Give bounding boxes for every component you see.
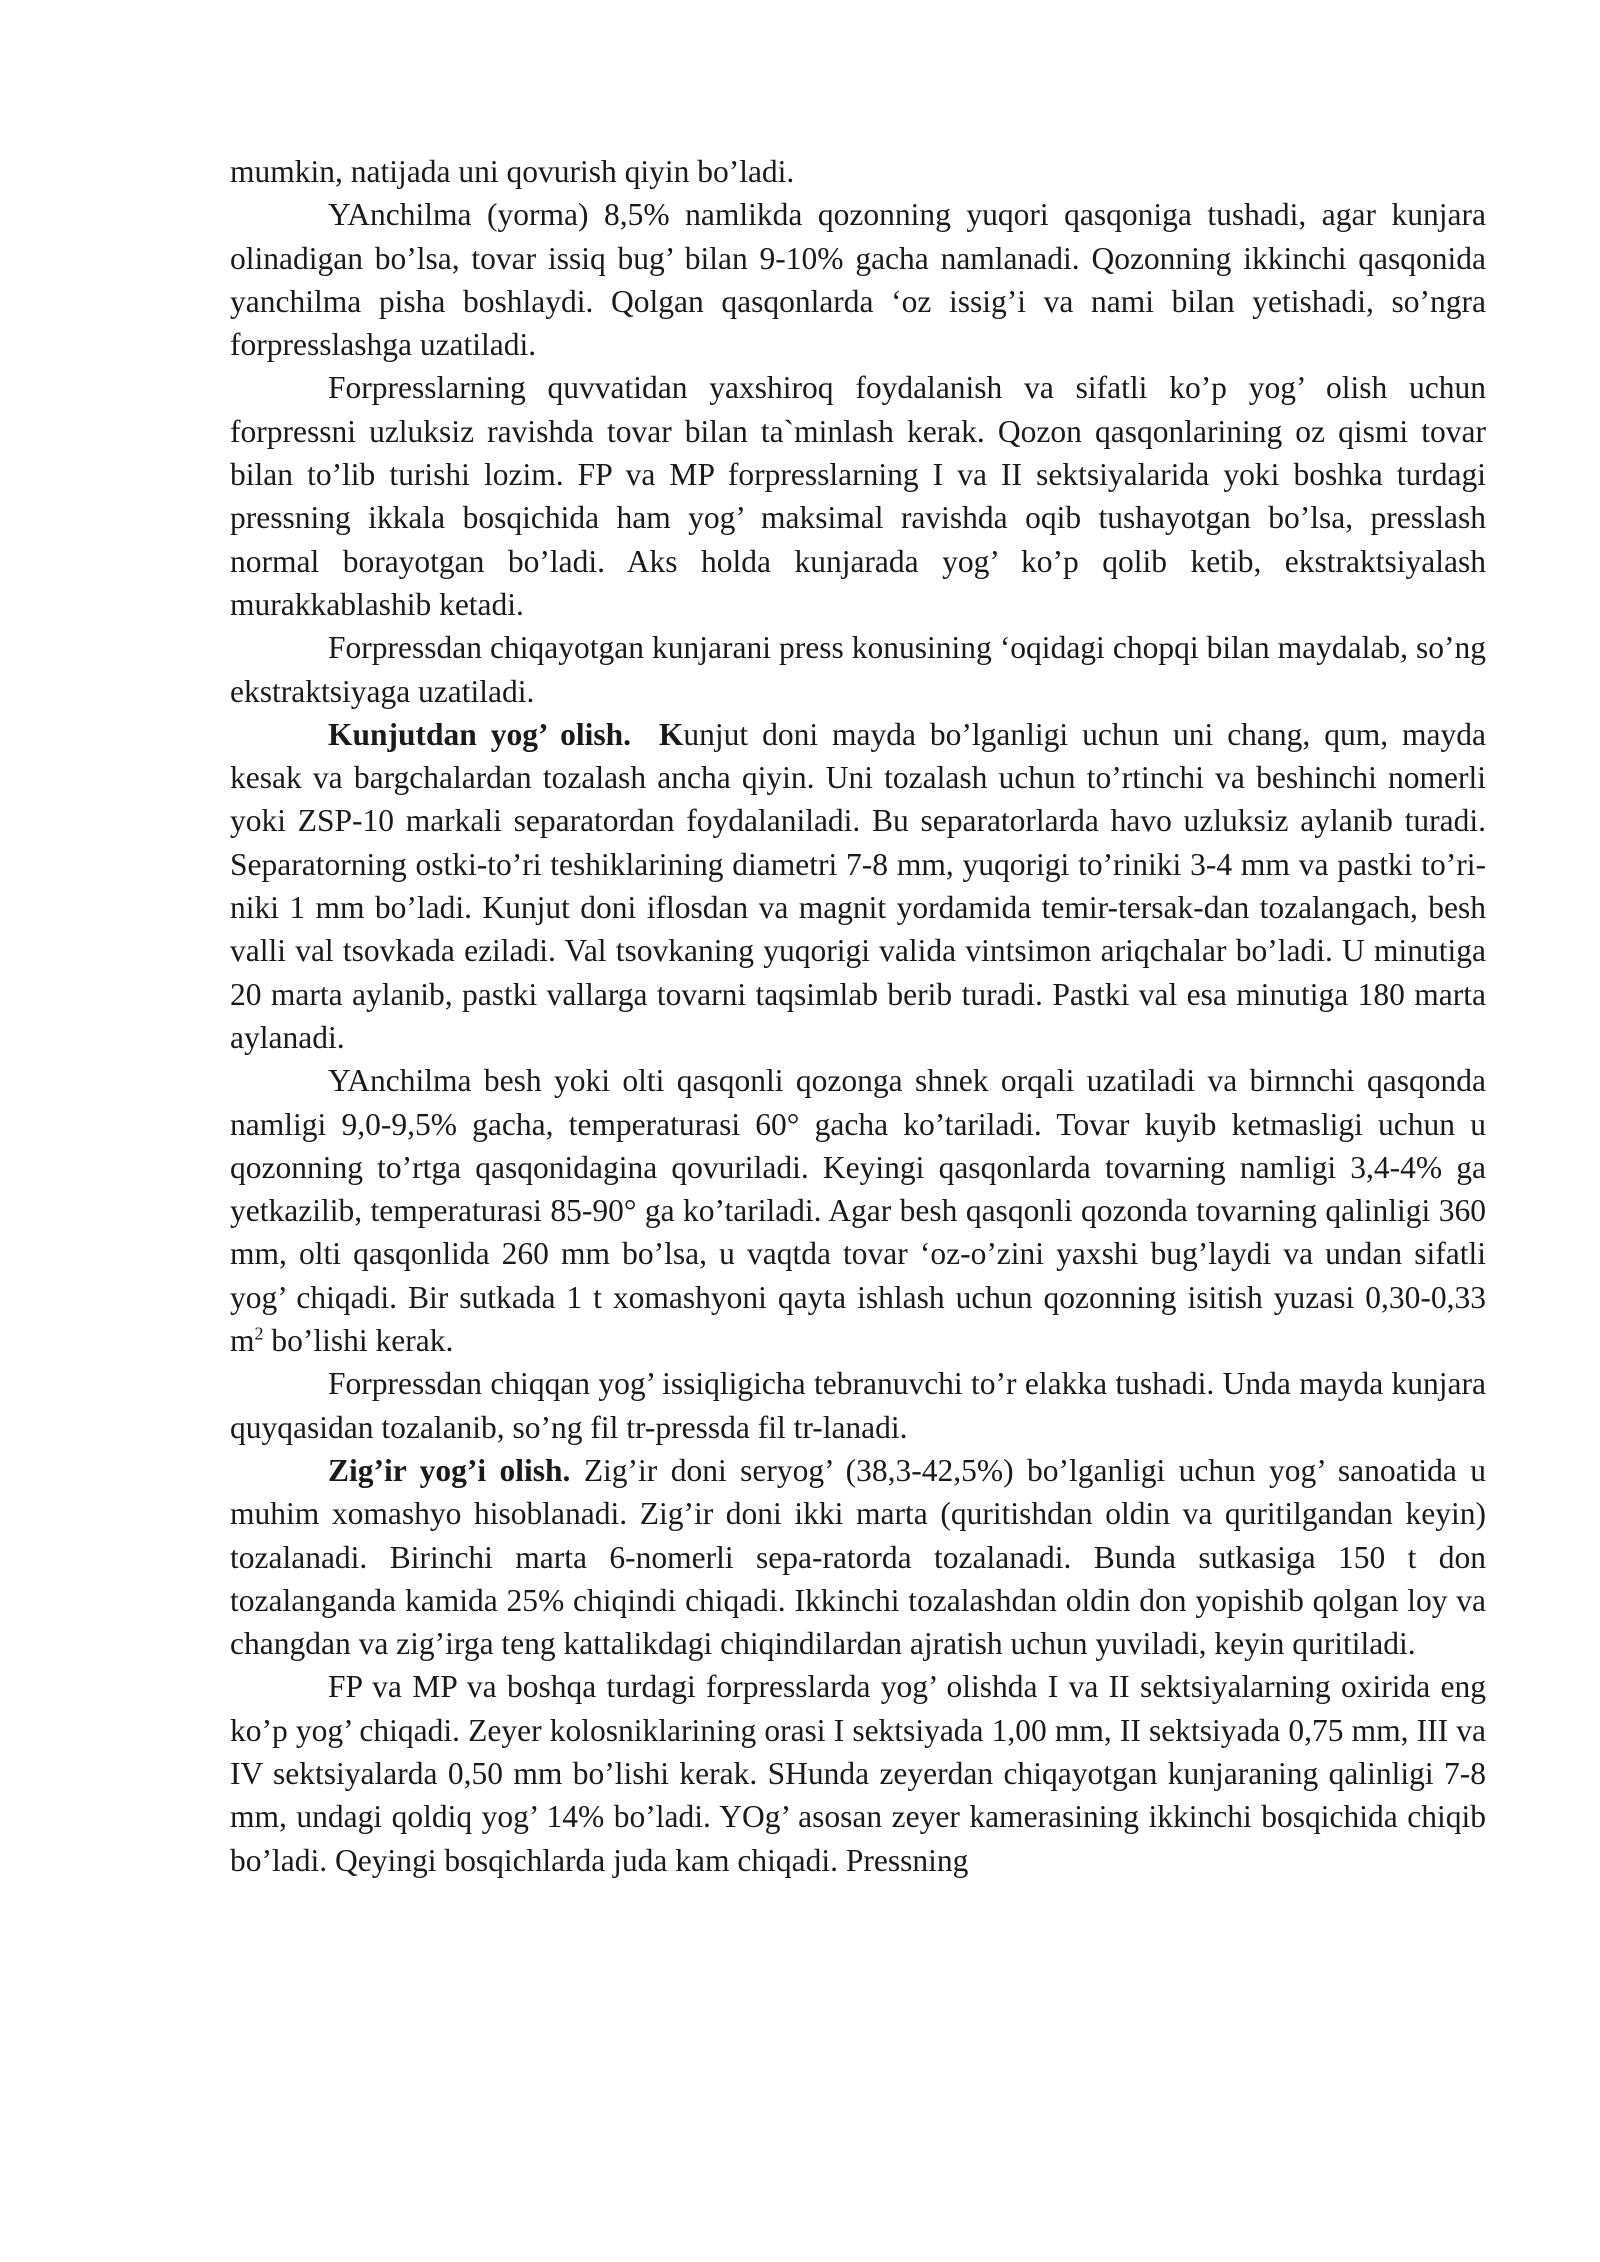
paragraph-yanchilma-qozon <box>230 1059 1486 1362</box>
drop-letter: K <box>631 716 684 752</box>
paragraph-fp-mp <box>230 1665 1486 1881</box>
paragraph-zigir <box>230 1449 1486 1665</box>
section-heading-kunjut: Kunjutdan yog’ olish. <box>328 716 632 752</box>
paragraph-kunjut <box>230 713 1486 1059</box>
paragraph-text: Forpresslarning quvvatidan yaxshiroq foydalanish va sifatli ko’p yog’ olish uchun forpressni uzluksiz ravishda tovar bilan ta`minlash kerak. Qozon qasqonlarining oz qismi tovar bilan to’lib turishi lozim. FP va MP forpresslarning I va II sektsiyalarida yoki boshka turdagi pressning ikkala bosqichida ham yog’ maksimal ravishda oqib tushayotgan bo’lsa, presslash normal borayotgan bo’ladi. Aks holda kunjarada yog’ ko’p qolib ketib, ekstraktsiyalash murakkablashib ketadi. <box>230 370 1486 622</box>
heading-space <box>570 1453 583 1488</box>
paragraph-text: Forpressdan chiqayotgan kunjarani press konusining ‘oqidagi chopqi bilan maydalab, so’ng ekstraktsiyaga uzatiladi. <box>230 630 1486 709</box>
paragraph-text: Forpressdan chiqqan yog’ issiqligicha tebranuvchi to’r elakka tushadi. Unda mayda kunjara quyqasidan tozalanib, so’ng fil tr-pressda fil tr-lanadi. <box>230 1366 1486 1445</box>
document-page <box>230 150 1486 1882</box>
paragraph-text: FP va MP va boshqa turdagi forpresslarda yog’ olishda I va II sektsiyalarning oxirida eng ko’p yog’ chiqadi. Zeyer kolosniklarining orasi I sektsiyada 1,00 mm, II sektsiyada 0,75 mm, III va IV sektsiyalarda 0,50 mm bo’lishi kerak. SHunda zeyerdan chiqayotgan kunjaraning qalinligi 7-8 mm, undagi qoldiq yog’ 14% bo’ladi. YOg’ asosan zeyer kamerasining ikkinchi bosqichida chiqib bo’ladi. Qeyingi bosqichlarda juda kam chiqadi. Pressning <box>230 1669 1486 1878</box>
paragraph-text: YAnchilma (yorma) 8,5% namlikda qozonning yuqori qasqoniga tushadi, agar kunjara olinadigan bo’lsa, tovar issiq bug’ bilan 9-10% gacha namlanadi. Qozonning ikkinchi qasqonida yanchilma pisha boshlaydi. Qolgan qasqonlarda ‘oz issig’i va nami bilan yetishadi, so’ngra forpresslashga uzatiladi. <box>230 197 1486 363</box>
paragraph-continuation <box>230 150 1486 193</box>
paragraph-text: Zig’ir doni seryog’ (38,3-42,5%) bo’lganligi uchun yog’ sanoatida u muhim xomashyo hisoblanadi. Zig’ir doni ikki marta (quritishdan oldin va quritilgandan keyin) tozalanadi. Birinchi marta 6-nomerli sepa-ratorda tozalanadi. Bunda sutkasiga 150 t don tozalanganda kamida 25% chiqindi chiqadi. Ikkinchi tozalashdan oldin don yopishib qolgan loy va changdan va zig’irga teng kattalikdagi chiqindilardan ajratish uchun yuviladi, keyin quritiladi. <box>230 1452 1486 1662</box>
paragraph-oil-filter <box>230 1362 1486 1449</box>
paragraph-text: YAnchilma besh yoki olti qasqonli qozonga shnek orqali uzatiladi va birnnchi qasqonda namligi 9,0-9,5% gacha, temperaturasi 60° gacha ko’tariladi. Tovar kuyib ketmasligi uchun u qozonning to’rtga qasqonidagina qovuriladi. Keyingi qasqonlarda tovarning namligi 3,4-4% ga yetkazilib, temperaturasi 85-90° ga ko’tariladi. Agar besh qasqonli qozonda tovarning qalinligi 360 mm, olti qasqonlida 260 mm bo’lsa, u vaqtda tovar ‘oz-o’zini yaxshi bug’laydi va undan sifatli yog’ chiqadi. Bir sutkada 1 t xomashyoni qayta ishlash uchun qozonning isitish yuzasi 0,30-0,33 m <box>230 1063 1486 1359</box>
paragraph-forpress-output <box>230 626 1486 713</box>
paragraph-text: unjut doni mayda bo’lganligi uchun uni chang, qum, mayda kesak va bargchalardan tozalash ancha qiyin. Uni tozalash uchun to’rtinchi va beshinchi nomerli yoki ZSP-10 markali separatordan foydalaniladi. Bu separatorlarda havo uzluksiz aylanib turadi. Separatorning ostki-to’ri teshiklarining diametri 7-8 mm, yuqorigi to’riniki 3-4 mm va pastki to’ri-niki 1 mm bo’ladi. Kunjut doni iflosdan va magnit yordamida temir-tersak-dan tozalangach, besh valli val tsovkada eziladi. Val tsovkaning yuqorigi valida vintsimon ariqchalar bo’ladi. U minutiga 20 marta aylanib, pastki vallarga tovarni taqsimlab berib turadi. Pastki val esa minutiga 180 marta aylanadi. <box>230 716 1486 1055</box>
paragraph-forpress-capacity <box>230 366 1486 626</box>
paragraph-yanchilma <box>230 193 1486 366</box>
superscript: 2 <box>254 1323 264 1344</box>
paragraph-text: mumkin, natijada uni qovurish qiyin bo’ladi. <box>230 154 795 189</box>
paragraph-tail: bo’lishi kerak. <box>263 1323 454 1359</box>
section-heading-zigir: Zig’ir yog’i olish. <box>328 1452 571 1488</box>
